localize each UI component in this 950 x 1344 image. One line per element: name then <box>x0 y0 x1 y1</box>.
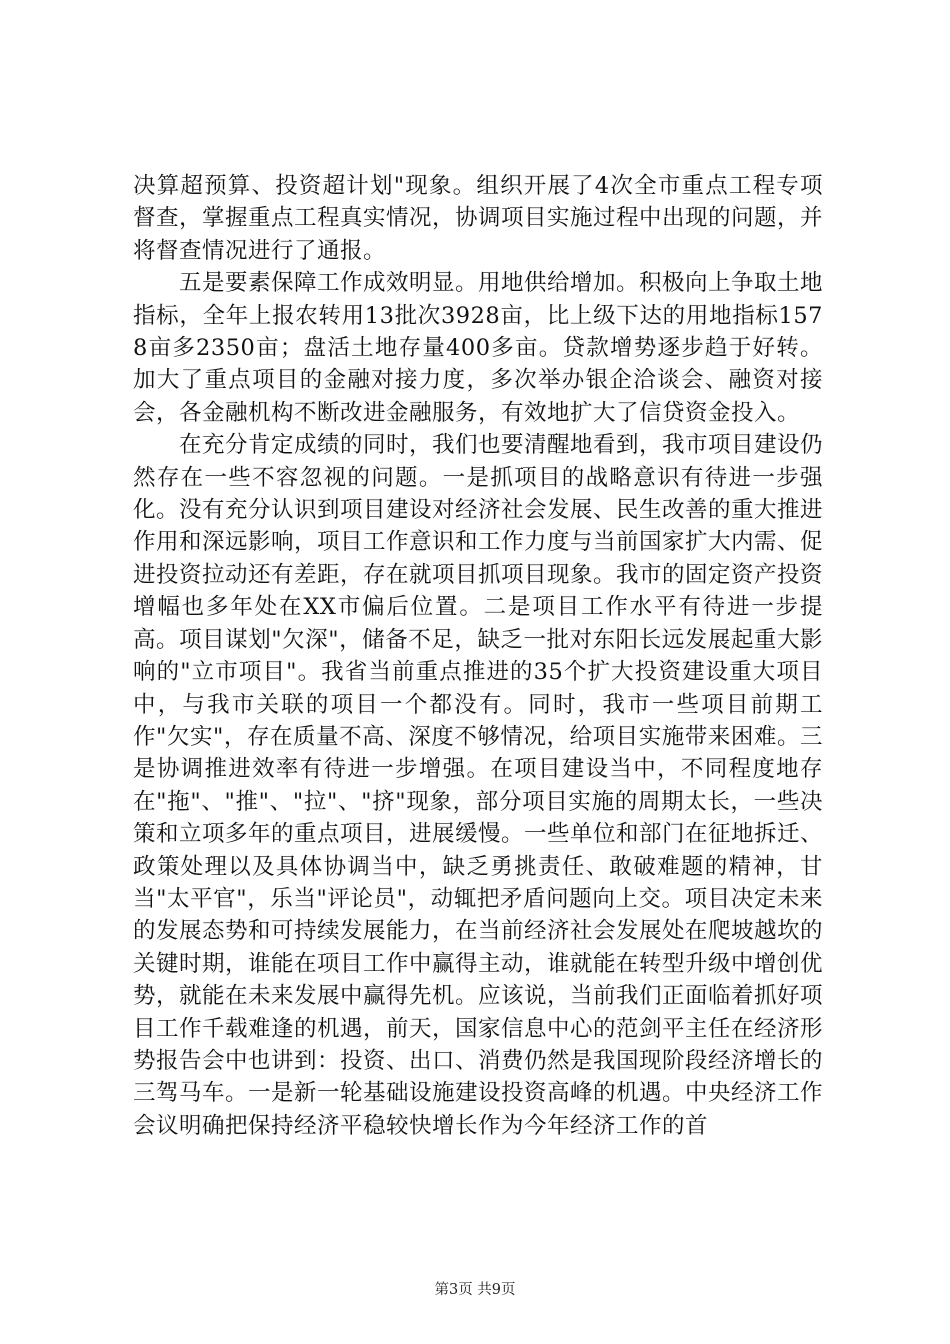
page-number-label: 第3页 共9页 <box>434 1282 516 1298</box>
document-body <box>133 170 823 1142</box>
paragraph-3: 在充分肯定成绩的同时，我们也要清醒地看到，我市项目建设仍然存在一些不容忽视的问题。一是抓项目的战略意识有待进一步强化。没有充分认识到项目建设对经济社会发展、民生改善的重大推进作用和深远影响，项目工作意识和工作力度与当前国家扩大内需、促进投资拉动还有差距，存在就项目抓项目现象。我市的固定资产投资增幅也多年处在XX市偏后位置。二是项目工作水平有待进一步提高。项目谋划"欠深"，储备不足，缺乏一批对东阳长远发展起重大影响的"立市项目"。我省当前重点推进的35个扩大投资建设重大项目中，与我市关联的项目一个都没有。同时，我市一些项目前期工作"欠实"，存在质量不高、深度不够情况，给项目实施带来困难。三是协调推进效率有待进一步增强。在项目建设当中，不同程度地存在"拖"、"推"、"拉"、"挤"现象，部分项目实施的周期太长，一些决策和立项多年的重点项目，进展缓慢。一些单位和部门在征地拆迁、政策处理以及具体协调当中，缺乏勇挑责任、敢破难题的精神，甘当"太平官"，乐当"评论员"，动辄把矛盾问题向上交。项目决定未来的发展态势和可持续发展能力，在当前经济社会发展处在爬坡越坎的关键时期，谁能在项目工作中赢得主动，谁就能在转型升级中增创优势，就能在未来发展中赢得先机。应该说，当前我们正面临着抓好项目工作千载难逢的机遇，前天，国家信息中心的范剑平主任在经济形势报告会中也讲到：投资、出口、消费仍然是我国现阶段经济增长的三驾马车。一是新一轮基础设施建设投资高峰的机遇。中央经济工作会议明确把保持经济平稳较快增长作为今年经济工作的首 <box>133 432 824 1139</box>
page-footer <box>0 1280 950 1300</box>
paragraph-1: 决算超预算、投资超计划"现象。组织开展了4次全市重点工程专项督查，掌握重点工程真实情况，协调项目实施过程中出现的问题，并将督查情况进行了通报。 <box>133 173 824 264</box>
paragraph-2: 五是要素保障工作成效明显。用地供给增加。积极向上争取土地指标，全年上报农转用13批次3928亩，比上级下达的用地指标1578亩多2350亩；盘活土地存量400多亩。贷款增势逐步趋于好转。加大了重点项目的金融对接力度，多次举办银企洽谈会、融资对接会，各金融机构不断改进金融服务，有效地扩大了信贷资金投入。 <box>133 270 824 426</box>
